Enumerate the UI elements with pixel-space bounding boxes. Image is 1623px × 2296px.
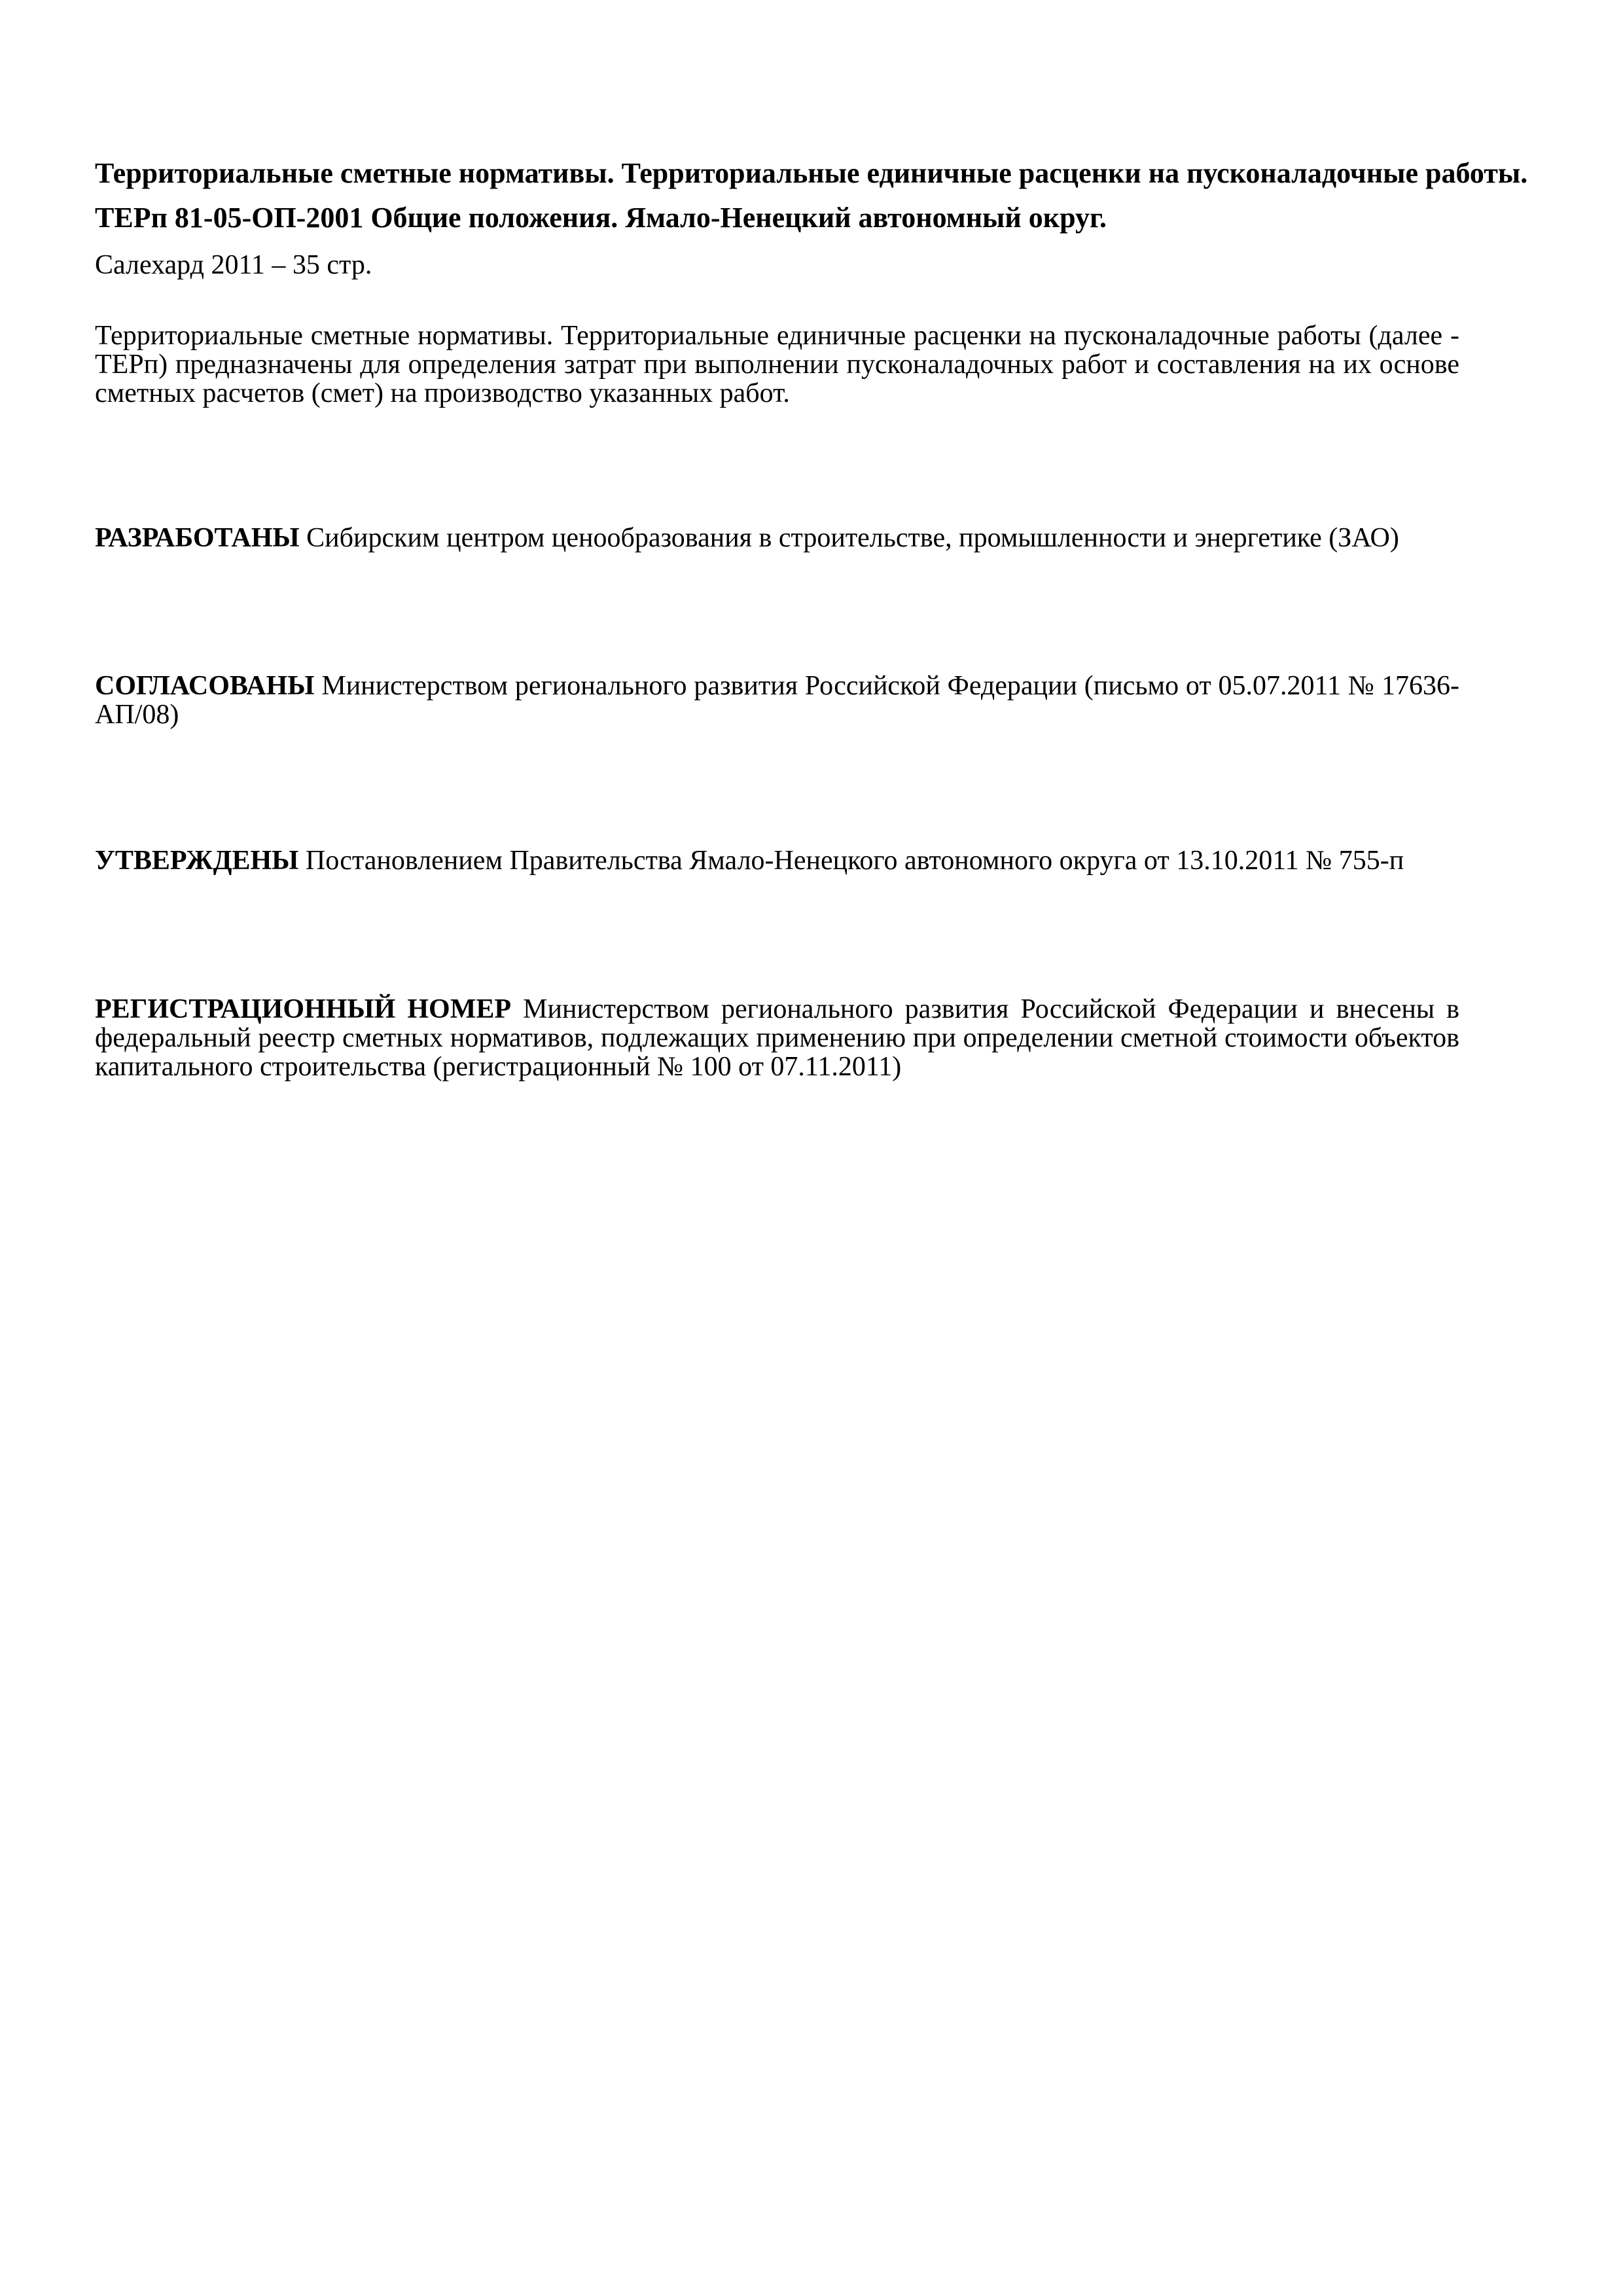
section-label-registration-number: РЕГИСТРАЦИОННЫЙ НОМЕР — [95, 994, 512, 1024]
section-text-razrabotany: Сибирским центром ценообразования в строительстве, промышленности и энергетике (ЗАО) — [306, 523, 1399, 553]
imprint-line: Салехард 2011 – 35 стр. — [95, 250, 372, 280]
section-utverzhdeny — [95, 846, 1459, 875]
section-razrabotany — [95, 524, 1459, 552]
section-registration-number — [95, 995, 1459, 1081]
section-text-soglasovany: Министерством регионального развития Российской Федерации (письмо от 05.07.2011 № 17636-АП/08) — [95, 671, 1460, 730]
section-label-soglasovany: СОГЛАСОВАНЫ — [95, 671, 315, 701]
document-title-line-2: ТЕРп 81-05-ОП-2001 Общие положения. Ямало-Ненецкий автономный округ. — [95, 202, 1107, 234]
section-label-razrabotany: РАЗРАБОТАНЫ — [95, 523, 300, 553]
document-title-line-1: Территориальные сметные нормативы. Территориальные единичные расценки на пусконаладочные работы. — [95, 157, 1528, 189]
section-text-registration-number: Министерством регионального развития Российской Федерации и внесены в федеральный реестр сметных нормативов, подлежащих применению при определении сметной стоимости объектов капитального строительства (регистрационный № 100 от 07.11.2011) — [95, 994, 1460, 1082]
section-label-utverzhdeny: УТВЕРЖДЕНЫ — [95, 846, 299, 876]
section-text-utverzhdeny: Постановлением Правительства Ямало-Ненецкого автономного округа от 13.10.2011 № 755-п — [305, 846, 1404, 876]
intro-paragraph: Территориальные сметные нормативы. Территориальные единичные расценки на пусконаладочные работы (далее - ТЕРп) предназначены для определения затрат при выполнении пусконаладочных работ и составления на их основе сметных расчетов (смет) на производство указанных работ. — [95, 321, 1459, 408]
section-soglasovany — [95, 672, 1459, 729]
